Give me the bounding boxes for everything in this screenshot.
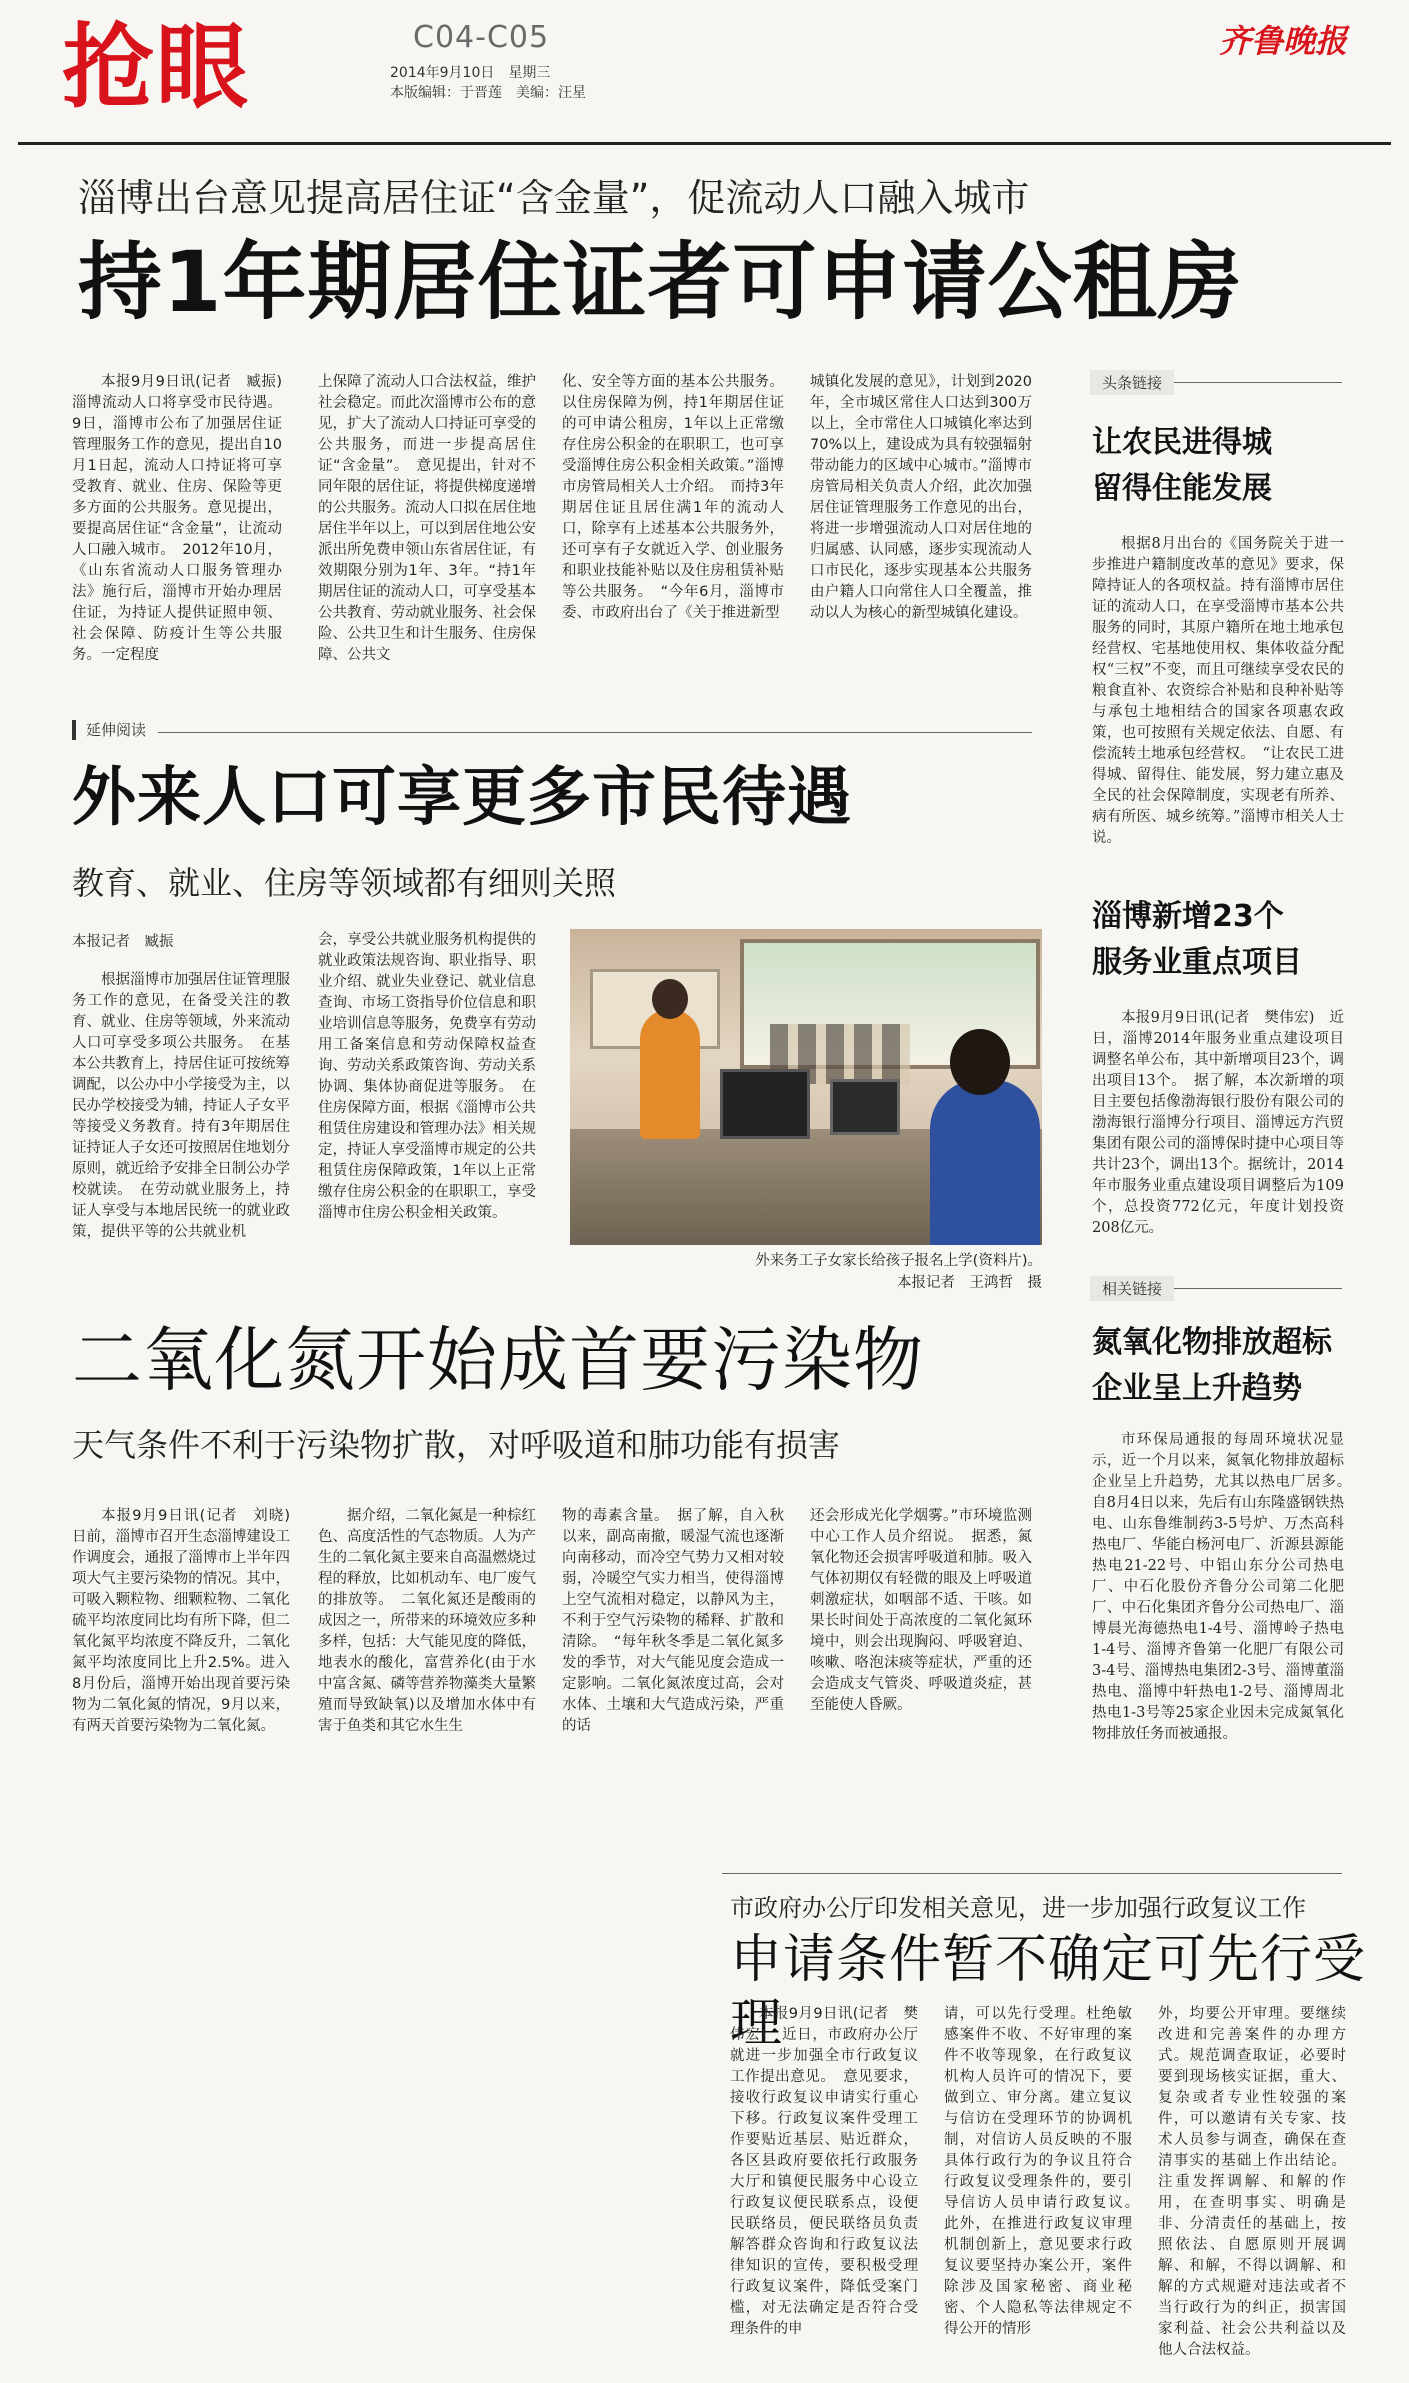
- sidebar-text-3: 市环保局通报的每周环境状况显示，近一个月以来，氮氧化物排放超标企业呈上升趋势，尤其以热电厂居多。 自8月4日以来，先后有山东隆盛钢铁热电、山东鲁维制药3-5号炉、万杰高科热电厂、华能白杨河电厂、沂源县源能热电21-22号、中铝山东分公司热电厂、中石化股份齐鲁分公司第二化肥厂、中石化集团齐鲁分公司热电厂、淄博晨光海德热电1-4号、淄博岭子热电1-4号、淄博齐鲁第一化肥厂有限公司3-4号、淄博热电集团2-3号、淄博董淄热电、淄博中轩热电1-2号、淄博周北热电1-3号等25家企业因未完成氮氧化物排放任务而被通报。: [1092, 1432, 1359, 1742]
- lead-headline: 持1年期居住证者可申请公租房: [78, 233, 1243, 331]
- news-photo: [570, 929, 1042, 1245]
- no2-column-1: 本报9月9日讯(记者 刘晓) 日前，淄博市召开生态淄博建设工作调度会，通报了淄博市上半年四项大气主要污染物的情况。其中，可吸入颗粒物、细颗粒物、二氧化硫平均浓度同比均有所下降，但二氧化氮平均浓度不降反升，二氧化氮平均浓度同比上升2.5%。进入8月份后，淄博开始出现首要污染物为二氧化氮的情况，9月以来，有两天首要污染物为二氧化氮。: [72, 1508, 305, 1734]
- sidebar-title-1-line-2: 留得住能发展: [1092, 471, 1272, 506]
- review-headline: 申请条件暂不确定可先行受理: [730, 1930, 1367, 2054]
- no2-headline: 二氧化氮开始成首要污染物: [72, 1319, 924, 1401]
- extended-subhead: 教育、就业、住房等领域都有细则关照: [72, 864, 617, 902]
- sidebar-text-2: 本报9月9日讯(记者 樊伟宏) 近日，淄博2014年服务业重点建设项目调整名单公布，其中新增项目23个，调出项目13个。 据了解，本次新增的项目主要包括像渤海银行股份有限公司的渤海银行淄博分行项目、淄博远方汽贸集团有限公司的淄博保时捷中心项目等共计23个，调出13个。据统计，2014年市服务业重点建设项目调整后为109个，总投资772亿元，年度计划投资208亿元。: [1092, 1010, 1344, 1236]
- extended-byline: 本报记者 臧振: [72, 934, 174, 950]
- sidebar-tag-related-link: 相关链接: [1090, 1276, 1174, 1301]
- extended-rule: [72, 732, 1032, 733]
- photo-credit: 本报记者 王鸿哲 摄: [897, 1275, 1042, 1291]
- masthead-rule: [18, 142, 1391, 145]
- issue-date: 2014年9月10日 星期三: [390, 65, 551, 81]
- extended-label: 延伸阅读: [72, 720, 158, 740]
- photo-caption: 外来务工子女家长给孩子报名上学(资料片)。: [755, 1253, 1042, 1269]
- review-rule: [722, 1873, 1342, 1874]
- lead-column-2: 上保障了流动人口合法权益，维护社会稳定。而此次淄博市公布的意见，扩大了流动人口持证可享受的公共服务，而进一步提高居住证“含金量”。 意见提出，针对不同年限的居住证，将提供梯度递增的公共服务。流动人口拟在居住地居住半年以上，可以到居住地公安派出所免费申领山东省居住证，有效期限分别为1年、3年。“持1年期居住证的流动人口，可享受基本公共教育、劳动就业服务、社会保险、公共卫生和计生服务、住房保障、公共文: [318, 374, 536, 663]
- extended-column-2: 会，享受公共就业服务机构提供的就业政策法规咨询、职业指导、职业介绍、就业失业登记、就业信息查询、市场工资指导价位信息和职业培训信息等服务，免费享有劳动用工备案信息和劳动保障权益查询、劳动关系政策咨询、劳动关系协调、集体协商促进等服务。 在住房保障方面，根据《淄博市公共租赁住房建设和管理办法》相关规定，持证人享受淄博市规定的公共租赁住房保障政策，1年以上正常缴存住房公积金的在职职工，享受淄博市住房公积金相关政策。: [318, 932, 536, 1221]
- lead-column-4: 城镇化发展的意见》，计划到2020年，全市城区常住人口达到300万以上，全市常住人口城镇化率达到70%以上，建设成为具有较强辐射带动能力的区域中心城市。”淄博市房管局相关负责人介绍，此次加强居住证管理服务工作意见的出台，将进一步增强流动人口对居住地的归属感、认同感，逐步实现流动人口市民化，逐步实现基本公共服务由户籍人口向常住人口全覆盖，推动以人为核心的新型城镇化建设。: [810, 374, 1032, 621]
- review-kicker: 市政府办公厅印发相关意见，进一步加强行政复议工作: [730, 1894, 1306, 1922]
- lead-kicker: 淄博出台意见提高居住证“含金量”，促流动人口融入城市: [78, 176, 1030, 220]
- sidebar-tag-headline-link: 头条链接: [1090, 370, 1174, 395]
- no2-column-2: 据介绍，二氧化氮是一种棕红色、高度活性的气态物质。人为产生的二氧化氮主要来自高温燃烧过程的释放，比如机动车、电厂废气的排放等。 二氧化氮还是酸雨的成因之一，所带来的环境效应多种多样，包括：大气能见度的降低，地表水的酸化，富营养化(由于水中富含氮、磷等营养物藻类大量繁殖而导致缺氧)以及增加水体中有害于鱼类和其它水生生: [318, 1508, 536, 1734]
- editor-credit: 本版编辑：于晋莲 美编：汪星: [390, 85, 586, 101]
- extended-headline: 外来人口可享更多市民待遇: [72, 761, 852, 835]
- lead-column-3: 化、安全等方面的基本公共服务。以住房保障为例，持1年期居住证的可申请公租房，1年以上正常缴存住房公积金的在职职工，也可享受淄博住房公积金相关政策。”淄博市房管局相关人士介绍。 而持3年期居住证且居住满1年的流动人口，除享有上述基本公共服务外，还可享有子女就近入学、创业服务和职业技能补贴以及住房租赁补贴等公共服务。 “今年6月，淄博市委、市政府出台了《关于推进新型: [562, 374, 784, 621]
- extended-column-1: 根据淄博市加强居住证管理服务工作的意见，在备受关注的教育、就业、住房等领域，外来流动人口可享受多项公共服务。 在基本公共教育上，持居住证可按统筹调配，以公办中小学接受为主，以民办学校接受为辅，持证人子女平等接受义务教育。持有3年期居住证持证人子女还可按照居住地划分原则，就近给予安排全日制公办学校就读。 在劳动就业服务上，持证人享受与本地居民统一的就业政策，提供平等的公共就业机: [72, 972, 290, 1240]
- no2-subhead: 天气条件不利于污染物扩散，对呼吸道和肺功能有损害: [72, 1426, 841, 1464]
- review-column-2: 请，可以先行受理。杜绝敏感案件不收、不好审理的案件不收等现象，在行政复议机构人员许可的情况下，要做到立、审分离。建立复议与信访在受理环节的协调机制，对信访人员反映的不服具体行政行为的争议且符合行政复议受理条件的，要引导信访人员申请行政复议。 此外，在推进行政复议审理机制创新上，意见要求行政复议要坚持办案公开，案件除涉及国家秘密、商业秘密、个人隐私等法律规定不得公开的情形: [944, 2006, 1147, 2337]
- sidebar-text-1: 根据8月出台的《国务院关于进一步推进户籍制度改革的意见》要求，保障持证人的各项权益。持有淄博市居住证的流动人口，在享受淄博市基本公共服务的同时，其原户籍所在地土地承包经营权、宅基地使用权、集体收益分配权“三权”不变，而且可继续享受农民的粮食直补、农资综合补贴和良种补贴等与承包土地相结合的国家各项惠农政策，也可按照有关规定依法、自愿、有偿流转土地承包经营权。 “让农民工进得城、留得住、能发展，努力建立惠及全民的社会保障制度，实现老有所养、病有所医、城乡统筹。”淄博市相关人士说。: [1092, 536, 1344, 846]
- no2-column-3: 物的毒素含量。 据了解，自入秋以来，副高南撤，暖湿气流也逐渐向南移动，而冷空气势力又相对较弱，冷暖空气实力相当，使得淄博上空气流相对稳定，以静风为主，不利于空气污染物的稀释、扩散和清除。 “每年秋冬季是二氧化氮多发的季节，对大气能见度会造成一定影响。二氧化氮浓度过高，会对水体、土壤和大气造成污染，严重的话: [562, 1508, 784, 1734]
- no2-column-4: 还会形成光化学烟雾。”市环境监测中心工作人员介绍说。 据悉，氮氧化物还会损害呼吸道和肺。吸入气体初期仅有轻微的眼及上呼吸道刺激症状，如咽部不适、干咳。如果长时间处于高浓度的二氧化氮环境中，则会出现胸闷、呼吸窘迫、咳嗽、咯泡沫痰等症状，严重的还会造成支气管炎、呼吸道炎症，甚至能使人昏厥。: [810, 1508, 1032, 1713]
- review-column-3: 外，均要公开审理。要继续改进和完善案件的办理方式。规范调查取证，必要时要到现场核实证据，重大、复杂或者专业性较强的案件，可以邀请有关专家、技术人员参与调查，确保在查清事实的基础上作出结论。注重发挥调解、和解的作用，在查明事实、明确是非、分清责任的基础上，按照依法、自愿原则开展调解、和解，不得以调解、和解的方式规避对违法或者不当行政行为的纠正，损害国家利益、社会公共利益以及他人合法权益。: [1158, 2006, 1346, 2358]
- sidebar-title-2-line-1: 淄博新增23个: [1092, 899, 1284, 934]
- section-logo: 抢眼: [62, 13, 251, 121]
- sidebar-title-1-line-1: 让农民进得城: [1092, 425, 1272, 460]
- sidebar-title-3-line-2: 企业呈上升趋势: [1092, 1371, 1302, 1406]
- sidebar-title-2-line-2: 服务业重点项目: [1092, 945, 1302, 980]
- masthead: [0, 0, 1409, 140]
- lead-column-1: 本报9月9日讯(记者 臧振) 淄博流动人口将享受市民待遇。9日，淄博市公布了加强居住证管理服务工作的意见，提出自10月1日起，流动人口持证将可享受教育、就业、住房、保险等更多方面的公共服务。意见提出，要提高居住证“含金量”，让流动人口融入城市。 2012年10月，《山东省流动人口服务管理办法》施行后，淄博市开始办理居住证，为持证人提供证照申领、社会保障、防疫计生等公共服务。一定程度: [72, 374, 297, 663]
- newspaper-name: 齐鲁晚报: [1218, 22, 1347, 60]
- page-numbers: C04-C05: [413, 20, 550, 55]
- sidebar-title-3-line-1: 氮氧化物排放超标: [1092, 1325, 1332, 1360]
- review-column-1: 本报9月9日讯(记者 樊伟宏) 近日，市政府办公厅就进一步加强全市行政复议工作提出意见。 意见要求，接收行政复议申请实行重心下移。行政复议案件受理工作要贴近基层、贴近群众，各区县政府要依托行政服务大厅和镇便民服务中心设立行政复议便民联系点，设便民联络员，便民联络员负责解答群众咨询和行政复议法律知识的宣传，要积极受理行政复议案件，降低受案门槛，对无法确定是否符合受理条件的申: [730, 2006, 918, 2337]
